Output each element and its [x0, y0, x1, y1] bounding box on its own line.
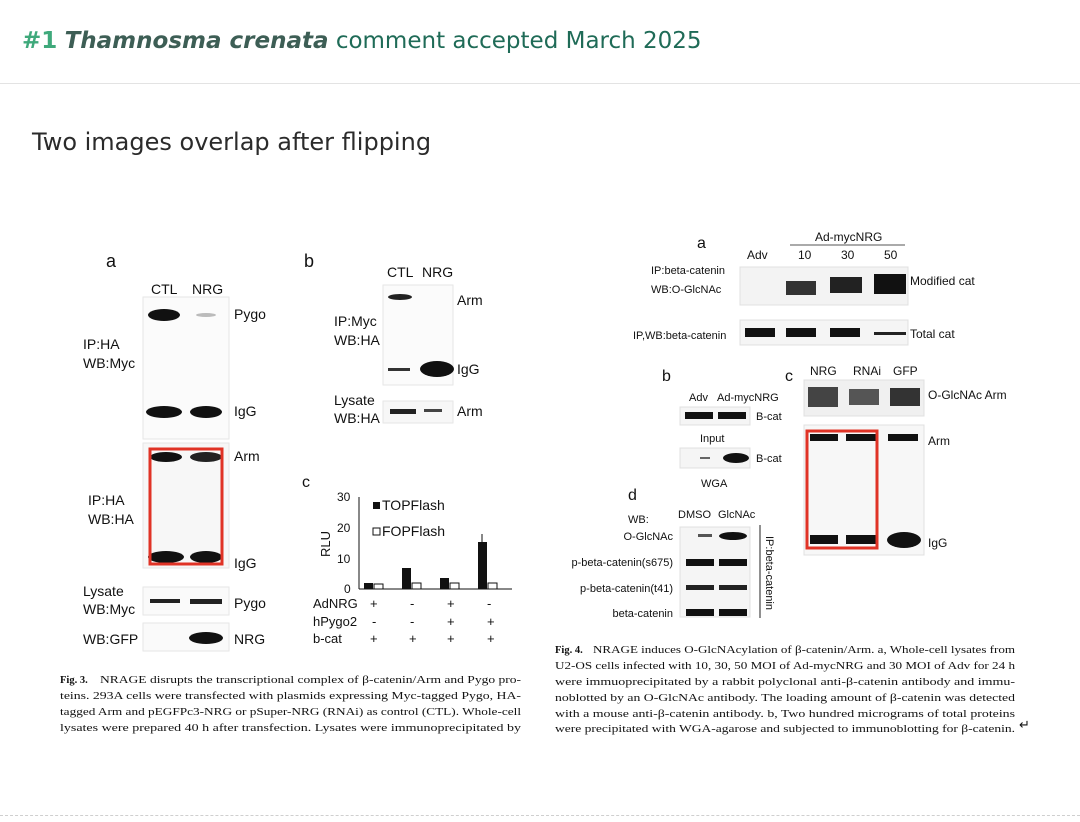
fig4-b-label-bcat: B-cat — [756, 411, 782, 423]
fig3-a-label-pygo: Pygo — [234, 306, 266, 322]
fig4-a-band — [745, 328, 775, 337]
section-divider — [0, 815, 1080, 816]
fig3-b-label-ipmyc: IP:Myc — [334, 313, 377, 329]
fig3-c-cond: + — [447, 596, 455, 611]
fig3-panel-b-letter: b — [304, 251, 315, 271]
figure-svg — [0, 225, 1080, 745]
fig3-a-band — [148, 309, 180, 321]
fig3-b-col-ctl: CTL — [387, 264, 414, 280]
fig3-a-band — [146, 406, 182, 418]
fig3-c-cond: + — [370, 596, 378, 611]
fig3-c-cond: - — [487, 596, 492, 611]
fig3-c-cond: + — [447, 631, 455, 646]
fig4-a-col: Adv — [747, 248, 768, 262]
fig3-c-cond: + — [447, 614, 455, 629]
fig4-a-band — [830, 328, 860, 337]
fig3-c-cond: + — [409, 631, 417, 646]
fig3-a-label-igg: IgG — [234, 403, 257, 419]
fig3-b-label-arm: Arm — [457, 292, 483, 308]
fig3-c-ytick: 10 — [337, 552, 351, 566]
fig4-panel-a-letter: a — [697, 235, 706, 252]
fig4-caption-line: noblotted by an O-GlcNAc antibody. The loading amount of β-catenin was detected — [555, 693, 1016, 704]
fig4-a-col: 50 — [884, 248, 898, 262]
fig4-caption-line: were immuoprecipitated by a rabbit polyclonal anti-β-catenin antibody and immu- — [555, 677, 1016, 688]
fig4-a-col: 10 — [798, 248, 812, 262]
fig4-c-band — [808, 387, 838, 407]
fig3-a-band — [190, 599, 222, 604]
fig4-d-side-label: IP:beta-catenin — [763, 536, 775, 610]
fig4-a-band — [786, 328, 816, 337]
fig4-b-band — [723, 453, 749, 463]
fig3-a-label-pygo2: Pygo — [234, 595, 266, 611]
fig3-b-label-arm2: Arm — [457, 403, 483, 419]
fig3-a-label-wbmyc2: WB:Myc — [83, 601, 136, 617]
fig4-c-label-oglcarm: O-GlcNAc Arm — [928, 388, 1007, 402]
fig3-b-label-lysate: Lysate — [334, 392, 375, 408]
fig4-a-label-wb: WB:O-GlcNAc — [651, 284, 722, 296]
return-icon: ↵ — [1019, 717, 1030, 732]
fig3-panel-c-letter: c — [302, 474, 310, 491]
fig4-c-band — [846, 535, 876, 544]
fig4-caption-line: were precipitated with WGA-agarose and subjected to immunoblotting for β-catenin. — [555, 724, 1015, 735]
fig4-d-band — [686, 585, 714, 590]
fig3-c-cond: - — [410, 596, 415, 611]
fig4-d-band — [686, 559, 714, 566]
fig3-panel-a-letter: a — [106, 251, 117, 271]
fig4-c-col: RNAi — [853, 364, 882, 378]
fig4-c-label-arm: Arm — [928, 434, 950, 448]
fig3-a-label-wbgfp: WB:GFP — [83, 631, 139, 647]
fig3-b-label-wbha: WB:HA — [334, 332, 380, 348]
fig3-c-row-label: b-cat — [313, 631, 342, 646]
fig4-a-label-modified: Modified cat — [910, 274, 975, 288]
fig4-b-label-wga: WGA — [701, 478, 728, 490]
fig3-c-cond: + — [487, 631, 495, 646]
fig3-c-ytick: 20 — [337, 521, 351, 535]
fig3-a-label-lysate: Lysate — [83, 583, 124, 599]
fig3-a-label-wbmyc: WB:Myc — [83, 355, 136, 371]
comment-header — [0, 0, 1080, 84]
fig3-a-blot-mid — [143, 443, 229, 568]
fig3-a-band — [189, 632, 223, 644]
fig3-b-band — [388, 368, 410, 371]
fig3-c-bar — [402, 568, 411, 589]
fig3-a-band — [150, 452, 182, 462]
fig4-b-band — [718, 412, 746, 419]
fig4-panel-d-letter: d — [628, 487, 637, 504]
fig4-d-header: WB: — [628, 514, 649, 526]
fig4-d-row: beta-catenin — [612, 608, 673, 620]
fig3-b-label-wbha2: WB:HA — [334, 410, 380, 426]
fig3-c-bar — [488, 583, 497, 589]
fig4-panel-c-letter: c — [785, 368, 793, 385]
fig3-a-label-arm: Arm — [234, 448, 260, 464]
fig3-c-bar — [412, 583, 421, 589]
fig3-caption-line: lysates were prepared 40 h after transfection. Lysates were immunoprecipitated by — [60, 723, 522, 734]
comment-title — [22, 28, 702, 54]
fig4-a-band — [874, 274, 906, 294]
fig3-c-row-label: hPygo2 — [313, 614, 358, 629]
fig4-c-band — [849, 389, 879, 405]
fig3-a-band — [190, 452, 222, 462]
fig3-b-band — [424, 409, 442, 412]
fig3-c-ylabel: RLU — [318, 530, 333, 557]
fig4-c-band — [888, 434, 918, 441]
fig4-c-band — [890, 388, 920, 406]
fig4-a-label-ip: IP:beta-catenin — [651, 265, 725, 277]
fig3-a-col-ctl: CTL — [151, 281, 178, 297]
fig3-b-band — [390, 409, 416, 414]
fig3-a-label-igg2: IgG — [234, 555, 257, 571]
fig3-c-legend-swatch-fop — [373, 528, 380, 535]
fig3-c-bar — [440, 578, 449, 589]
fig4-c-col: GFP — [893, 364, 918, 378]
fig3-c-cond: - — [410, 614, 415, 629]
fig4-d-row: p-beta-catenin(s675) — [571, 557, 673, 569]
fig4-caption-line: U2-OS cells infected with 10, 30, 50 MOI of Ad-mycNRG and 30 MOI of Adv for 24 h — [555, 661, 1016, 672]
fig3-c-row-label: AdNRG — [313, 596, 358, 611]
fig3-a-band — [150, 599, 180, 603]
fig4-a-label-total: Total cat — [910, 327, 955, 341]
fig4-c-band — [810, 535, 838, 544]
fig3-c-legend-swatch-top — [373, 502, 380, 509]
fig4-d-col: DMSO — [678, 509, 711, 521]
fig3-caption-line: tagged Arm and pEGFPc3-NRG or pSuper-NRG (RNAi) as control (CTL). Whole-cell — [60, 707, 522, 718]
comment-status: comment accepted March 2025 — [335, 28, 702, 54]
fig3-b-band — [420, 361, 454, 377]
fig4-d-row: p-beta-catenin(t41) — [580, 583, 673, 595]
fig4-a-group: Ad-mycNRG — [815, 230, 883, 244]
fig3-c-cond: - — [372, 614, 377, 629]
fig4-d-col: GlcNAc — [718, 509, 756, 521]
fig3-a-col-nrg: NRG — [192, 281, 224, 297]
fig4-a-label-ipwb: IP,WB:beta-catenin — [633, 330, 727, 342]
fig4-b-label-input: Input — [700, 433, 725, 445]
fig4-d-band — [686, 609, 714, 616]
fig3-caption-line: teins. 293A cells were transfected with plasmids expressing Myc-tagged Pygo, HA- — [60, 691, 522, 702]
fig4-panel-b-letter: b — [662, 368, 671, 385]
fig4-a-band — [786, 281, 816, 295]
fig3-c-bar — [478, 542, 487, 589]
fig3-b-label-igg: IgG — [457, 361, 480, 377]
fig3-a-label-ipha2: IP:HA — [88, 492, 125, 508]
fig4-d-blot — [680, 527, 750, 617]
fig3-b-band — [388, 294, 412, 300]
figure3 — [60, 251, 522, 734]
fig3-c-ytick: 0 — [344, 582, 351, 596]
fig4-a-col: 30 — [841, 248, 855, 262]
fig4-caption-line: with a mouse anti-β-catenin antibody. b, Two hundred micrograms of total proteins — [555, 709, 1015, 720]
fig3-b-col-nrg: NRG — [422, 264, 454, 280]
fig4-b-col: Adv — [689, 392, 708, 404]
fig4-a-band — [830, 277, 862, 293]
fig4-b-band — [700, 457, 710, 459]
fig4-caption-bold: Fig. 4. — [555, 645, 583, 656]
fig4-c-band — [887, 532, 921, 548]
fig3-a-band — [196, 313, 216, 317]
fig3-c-ytick: 30 — [337, 490, 351, 504]
fig4-a-band — [874, 332, 906, 335]
fig3-c-bar — [450, 583, 459, 589]
figure4 — [555, 230, 1030, 735]
fig3-c-bar — [374, 584, 383, 589]
fig4-b-label-bcat2: B-cat — [756, 453, 782, 465]
fig4-b-band — [685, 412, 713, 419]
fig3-c-bar — [364, 583, 373, 589]
fig4-d-band — [698, 534, 712, 537]
fig4-d-band — [719, 532, 747, 540]
fig4-c-band — [846, 434, 876, 441]
fig3-a-band — [190, 551, 222, 563]
fig4-c-band — [810, 434, 838, 441]
fig4-c-col: NRG — [810, 364, 837, 378]
fig4-d-band — [719, 585, 747, 590]
fig4-b-col: Ad-mycNRG — [717, 392, 779, 404]
comment-text: Two images overlap after flipping — [32, 128, 432, 156]
fig3-c-cond: + — [487, 614, 495, 629]
fig3-a-band — [148, 551, 184, 563]
fig4-d-band — [719, 609, 747, 616]
fig3-a-label-ipha: IP:HA — [83, 336, 120, 352]
fig3-a-label-wbha: WB:HA — [88, 511, 134, 527]
fig3-caption-line: NRAGE disrupts the transcriptional complex of β-catenin/Arm and Pygo pro- — [100, 675, 522, 686]
fig4-d-row: O-GlcNAc — [623, 531, 673, 543]
fig4-d-band — [719, 559, 747, 566]
fig3-c-legend-fop: FOPFlash — [382, 523, 446, 539]
comparison-figure — [0, 225, 1080, 745]
fig3-c-legend-top: TOPFlash — [382, 497, 445, 513]
fig3-caption-bold: Fig. 3. — [60, 675, 88, 686]
fig3-a-band — [190, 406, 222, 418]
fig3-a-label-nrg: NRG — [234, 631, 266, 647]
fig3-c-cond: + — [370, 631, 378, 646]
fig4-c-label-igg: IgG — [928, 536, 948, 550]
species-name: Thamnosma crenata — [64, 28, 329, 54]
fig4-caption-line: NRAGE induces O-GlcNAcylation of β-catenin/Arm. a, Whole-cell lysates from — [593, 645, 1015, 656]
comment-number: #1 — [22, 28, 58, 54]
